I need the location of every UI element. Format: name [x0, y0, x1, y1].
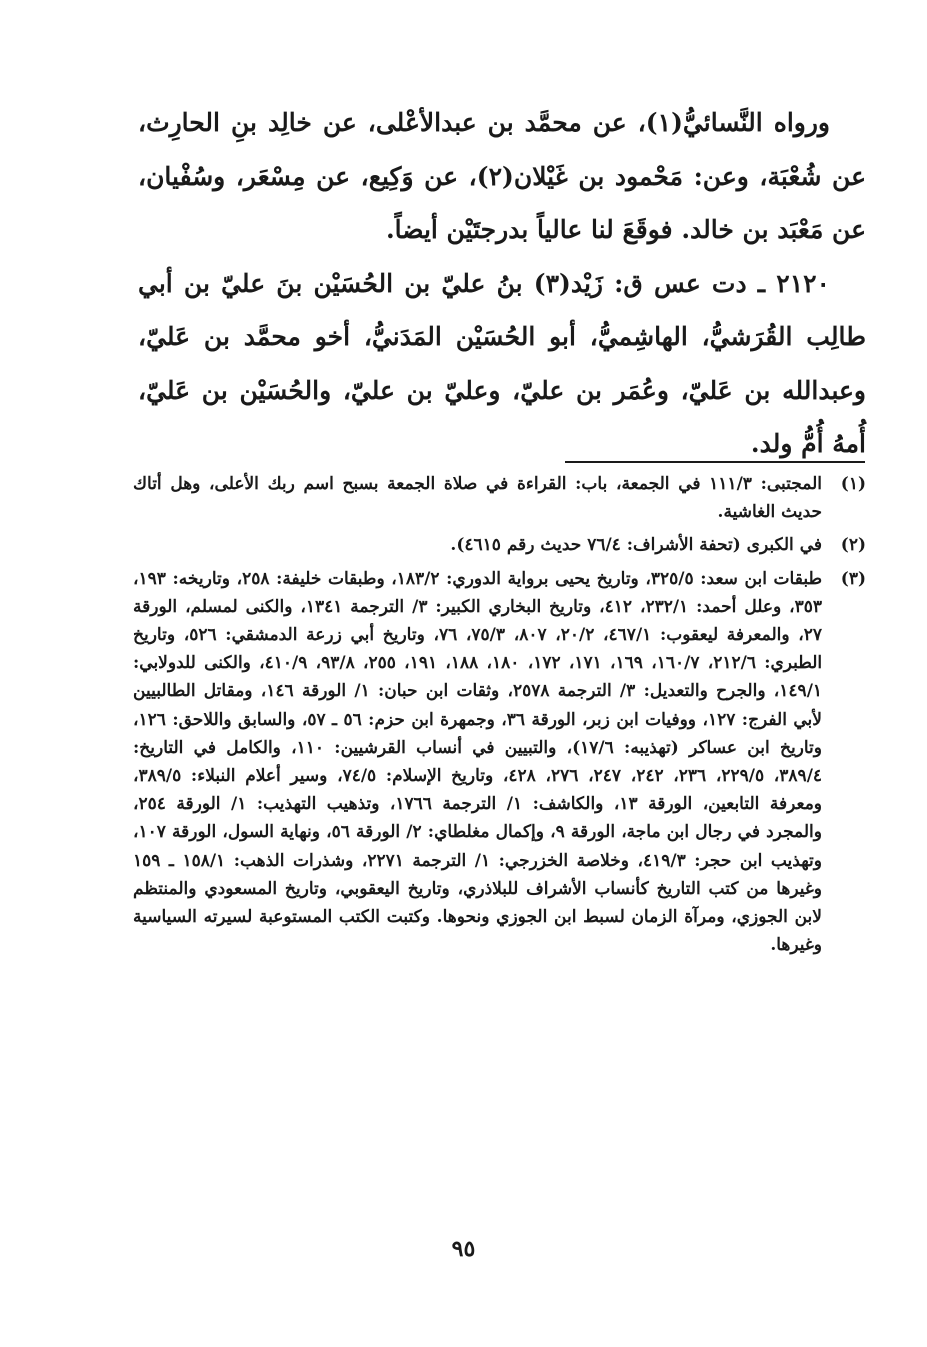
footnote-number: (١)	[840, 474, 866, 494]
footnote	[133, 470, 866, 526]
footnote-text: في الكبرى (تحفة الأشراف: ٧٦/٤ حديث رقم ٤٦١٥).	[450, 535, 822, 556]
page-number: ٩٥	[451, 1236, 476, 1262]
paragraph-biography-entry: ٢١٢٠ ـ دت عس ق: زَيْد(٣) بنُ عليّ بن الحُسَيْن بنَ عليّ بن أبي طالِب القُرَشيُّ، الهاشِميُّ، أبو الحُسَيْن المَدَنيُّ، أخو محمَّد بن عَليّ، وعبدالله بن عَليّ، وعُمَر بن عليّ، وعليّ بن عليّ، والحُسَيْن بن عَليّ، أُمهُ أُمُّ ولد.	[138, 268, 866, 458]
footnote-number: (٢)	[840, 535, 866, 556]
footnote-text: المجتبى: ١١١/٣ في الجمعة، باب: القراءة في صلاة الجمعة بسبح اسم ربك الأعلى، وهل أتاك حديث الغاشية.	[133, 474, 822, 523]
footnotes	[133, 470, 866, 964]
footnote	[133, 565, 866, 960]
footnote-number: (٣)	[840, 568, 866, 589]
footnote-separator	[565, 461, 865, 463]
paragraph-narration: ورواه النَّسائيُّ(١)، عن محمَّد بن عبدالأعْلى، عن خالِد بنِ الحارِث، عن شُعْبَة، وعن: مَحْمود بن غَيْلان(٢)، عن وَكِيع، عن مِسْعَر، وسُفْيان، عن مَعْبَد بن خالد. فوقَعَ لنا عالياً بدرجتَيْن أيضاً.	[138, 108, 866, 244]
main-text	[138, 96, 866, 471]
footnote	[133, 531, 866, 559]
footnote-text: طبقات ابن سعد: ٣٢٥/٥، وتاريخ يحيى برواية الدوري: ١٨٣/٢، وطبقات خليفة: ٢٥٨، وتاريخه: ١٩٣، ٣٥٣، وعلل أحمد: ٢٣٢/١، ٤١٢، وتاريخ البخاري الكبير: ٣/ الترجمة ١٣٤١، والكنى لمسلم، الورقة ٢٧، والمعرفة ليعقوب: ٤٦٧/١، ٢٠/٢، ٨٠٧، ٧٥/٣، ٧٦، وتاريخ أبي زرعة الدمشقي: ٥٢٦، وتاريخ الطبري: ٢١٢/٦، ١٦٠/٧، ١٦٩، ١٧١، ١٧٢، ١٨٠، ١٨٨، ١٩١، ٢٥٥، ٩٣/٨، ٤١٠/٩، والكنى للدولابي: ١٤٩/١، والجرح والتعديل: ٣/ الترجمة ٢٥٧٨، وثقات ابن حبان: ١/ الورقة ١٤٦، ومقاتل الطالبيين لأبي الفرج: ١٢٧، ووفيات ابن زبر، الورقة ٣٦، وجمهرة ابن حزم: ٥٦ ـ ٥٧، والسابق واللاحق: ١٢٦، وتاريخ ابن عساكر (تهذيبه: ١٧/٦)، والتبيين في أنساب القرشيين: ١١٠، والكامل في التاريخ: ٣٨٩/٤، ٢٢٩/٥، ٢٣٦، ٢٤٢، ٢٤٧، ٢٧٦، ٤٢٨، وتاريخ الإسلام: ٧٤/٥، وسير أعلام النبلاء: ٣٨٩/٥، ومعرفة التابعين، الورقة ١٣، والكاشف: ١/ الترجمة ١٧٦٦، وتذهيب التهذيب: ١/ الورقة ٢٥٤، والمجرد في رجال ابن ماجة، الورقة ٩، وإكمال مغلطاي: ٢/ الورقة ٥٦، ونهاية السول، الورقة ١٠٧، وتهذيب ابن حجر: ٤١٩/٣، وخلاصة الخزرجي: ١/ الترجمة ٢٢٧١، وشذرات الذهب: ١٥٨/١ ـ ١٥٩ وغيرها من كتب التاريخ كأنساب الأشراف للبلاذري، وتاريخ اليعقوبي، وتاريخ المسعودي والمنتظم لابن الجوزي، ومرآة الزمان لسبط ابن الجوزي ونحوها. وكتبت الكتب المستوعبة لسيرته السياسية وغيرها.	[133, 568, 823, 956]
